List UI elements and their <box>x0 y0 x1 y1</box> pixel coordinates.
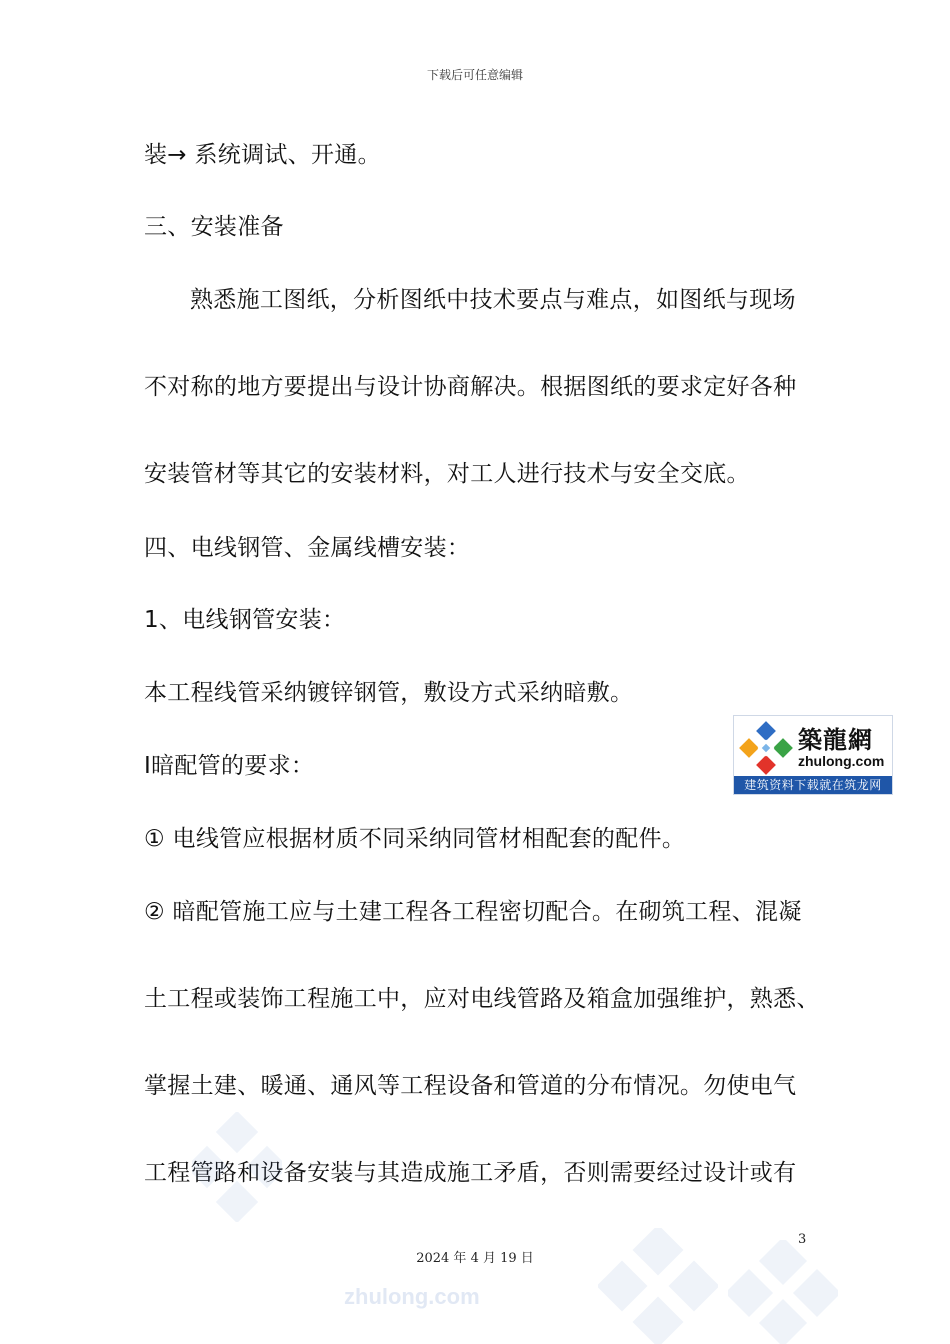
watermark-text: zhulong.com <box>344 1284 480 1309</box>
body-line: 工程管路和设备安装与其造成施工矛盾，否则需要经过设计或有 <box>144 1160 797 1186</box>
body-line: 土工程或装饰工程施工中，应对电线管路及箱盒加强维护，熟悉、 <box>144 986 820 1012</box>
body-line: 装→ 系统调试、开通。 <box>144 142 381 168</box>
list-item: ① 电线管应根据材质不同采纳同管材相配套的配件。 <box>144 826 686 852</box>
subsection-heading: Ⅰ暗配管的要求： <box>144 753 315 779</box>
section-heading: 四、电线钢管、金属线槽安装： <box>144 535 471 561</box>
body-line: 安装管材等其它的安装材料，对工人进行技术与安全交底。 <box>144 461 750 487</box>
footer-date: 2024 年 4 月 19 日 <box>416 1251 534 1266</box>
page-header: 下载后可任意编辑 <box>426 68 523 82</box>
zhulong-logo-icon <box>736 718 796 778</box>
section-heading: 三、安装准备 <box>144 214 284 240</box>
subsection-heading: 1、电线钢管安装： <box>144 607 346 633</box>
logo-slogan: 建筑资料下载就在筑龙网 <box>734 776 892 794</box>
logo-url: zhulong.com <box>798 753 885 769</box>
logo-name: 築龍網 <box>798 725 873 754</box>
page-number: 3 <box>798 1232 807 1247</box>
list-item: ② 暗配管施工应与土建工程各工程密切配合。在砌筑工程、混凝 <box>144 899 802 925</box>
body-line: 熟悉施工图纸，分析图纸中技术要点与难点，如图纸与现场 <box>190 287 796 313</box>
body-line: 掌握土建、暖通、通风等工程设备和管道的分布情况。勿使电气 <box>144 1073 797 1099</box>
body-line: 不对称的地方要提出与设计协商解决。根据图纸的要求定好各种 <box>144 374 797 400</box>
watermark-flower-icon <box>598 1228 718 1344</box>
zhulong-logo <box>733 715 893 795</box>
watermark-flower-icon <box>192 1112 282 1222</box>
body-line: 本工程线管采纳镀锌钢管，敷设方式采纳暗敷。 <box>144 680 634 706</box>
